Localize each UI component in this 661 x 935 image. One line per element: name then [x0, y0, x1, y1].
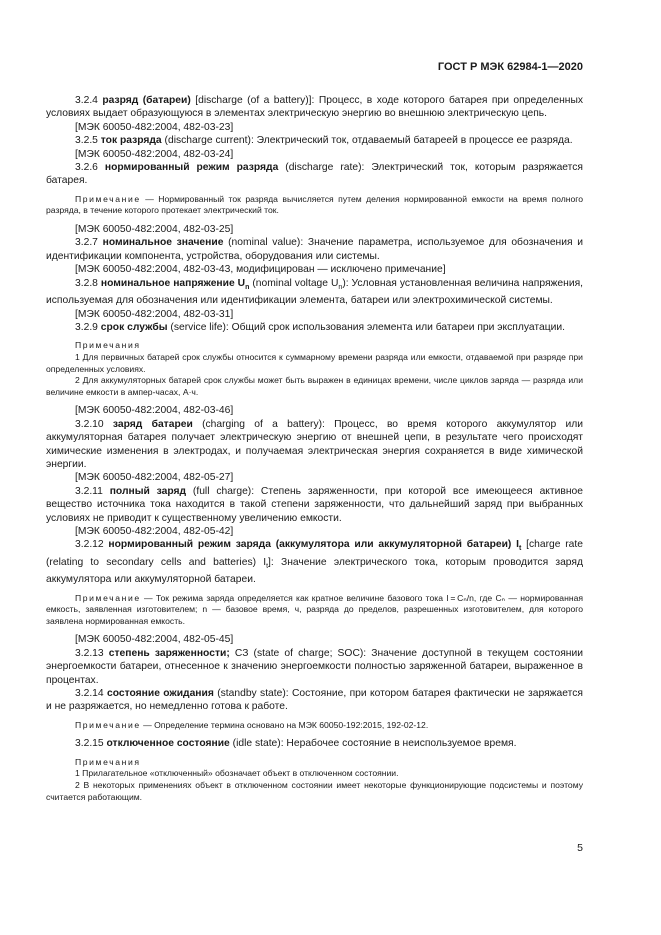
term-title: разряд (батареи) — [102, 95, 191, 106]
reference: [МЭК 60050-482:2004, 482-05-42] — [75, 525, 234, 537]
note-1: 1 Для первичных батарей срок службы относится к суммарному времени разряда или емкости, отдаваемой при разряде при определенных условиях. — [46, 351, 583, 374]
reference: [МЭК 60050-482:2004, 482-03-46] — [75, 405, 234, 417]
term-3-2-15: 3.2.15 отключенное состояние (idle state): Нерабочее состояние в неиспользуемое время. — [75, 738, 517, 750]
term-3-2-4: 3.2.4 разряд (батареи) [discharge (of a battery)]: Процесс, в ходе которого батарея при определенных условиях выдает образующуюся в элементах электрическую энергию во внешнюю электрическую цепь. — [46, 95, 583, 120]
term-3-2-6: 3.2.6 нормированный режим разряда (discharge rate): Электрический ток, которым разряжается батарея. — [46, 162, 584, 187]
term-title: номинальное напряжение $U_n$ — [100, 277, 250, 291]
page-number: 5 — [577, 842, 583, 854]
term-3-2-7: 3.2.7 номинальное значение (nominal value): Значение параметра, используемое для обозначения и идентификации компонента, устройства, оборудования или системы. — [46, 237, 584, 262]
notes-label: Примечания — [75, 340, 141, 351]
term-3-2-12: 3.2.12 нормированный режим заряда (аккумулятора или аккумуляторной батареи) $I_t$ [charge rate (relating to secondary cells and batteries) $I_t$]: Значение электрического тока, которым проводится заряд аккумулятора или аккумуляторной батареи. — [46, 539, 583, 586]
term-3-2-13: 3.2.13 степень заряженности; СЗ (state of charge; SOC): Значение доступной в текущем состоянии энергоемкости батареи, отнесенное к значению энергоемкости полностью заряженной батареи, выраженное в процентах. — [46, 647, 583, 686]
note-label: Примечание — [75, 193, 141, 204]
document-header: ГОСТ Р МЭК 62984-1—2020 — [437, 61, 583, 73]
term-3-2-11: 3.2.11 полный заряд (full charge): Степень заряженности, при которой все имеющееся активное вещество источника тока находится в такой степени заряженности, что дальнейший заряд при выбранных условиях не приводит к существенному увеличению емкости. — [46, 485, 584, 524]
reference: [МЭК 60050-482:2004, 482-05-27] — [75, 472, 234, 484]
reference: [МЭК 60050-482:2004, 482-03-25] — [75, 224, 234, 236]
term-title: нормированный режим разряда — [104, 162, 279, 174]
notes-label: Примечания — [75, 756, 141, 767]
term-title: состояние ожидания — [106, 688, 214, 700]
reference: [МЭК 60050-482:2004, 482-03-43, модифицирован — исключено примечание] — [75, 264, 446, 276]
term-3-2-10: 3.2.10 заряд батареи (charging of a battery): Процесс, во время которого аккумулятор или аккумуляторная батарея получает электрическую энергию от внешней цепи, в результате чего происходят химические изменения в электродах, и получаемая электрическая энергия сохраняется в виде химической энергии. — [46, 418, 583, 470]
term-3-2-9: 3.2.9 срок службы (service life): Общий срок использования элемента или батареи при эксплуатации. — [75, 321, 565, 333]
term-title: заряд батареи — [112, 418, 193, 430]
note-label: Примечание — [75, 719, 141, 730]
term-title: ток разряда — [100, 135, 162, 147]
reference: [МЭК 60050-482:2004, 482-03-24] — [75, 148, 234, 160]
term-title: отключенное состояние — [106, 738, 230, 750]
note-1: 1 Прилагательное «отключенный» обозначает объект в отключенном состоянии. — [75, 768, 399, 779]
note: Примечание — Ток режима заряда определяется как кратное величине базового тока I = Cₙ/n, где Cₙ — нормированная емкость, заявленная изготовителем; n — базовое время, ч, разряда до пределов, разрешенных изготовителем, для которого заявлена нормированная емкость. — [46, 592, 583, 626]
term-title: номинальное значение — [102, 237, 224, 249]
note-2: 2 В некоторых применениях объект в отключенном состоянии имеет некоторые функционирующие подсистемы и поэтому считается работающим. — [46, 780, 583, 802]
term-title: срок службы — [100, 321, 168, 333]
note: Примечание — Нормированный ток разряда вычисляется путем деления нормированной емкости на время полного разряда, в течение которого протекает электрический ток. — [46, 193, 583, 216]
note: Примечание — Определение термина основано на МЭК 60050-192:2015, 192-02-12. — [75, 719, 429, 730]
document-body — [46, 94, 583, 803]
reference: [МЭК 60050-482:2004, 482-03-31] — [75, 308, 234, 320]
term-3-2-14: 3.2.14 состояние ожидания (standby state): Состояние, при котором батарея фактически не заряжается и не разряжается, но немедленно готова к работе. — [46, 688, 583, 713]
note-label: Примечание — [75, 592, 141, 603]
term-title: степень заряженности; — [108, 647, 230, 659]
term-title: нормированный режим заряда (аккумулятора или аккумуляторной батареи) $I_t$ — [108, 539, 522, 553]
term-3-2-5: 3.2.5 ток разряда (discharge current): Электрический ток, отдаваемый батареей в процессе ее разряда. — [75, 135, 573, 147]
term-3-2-8: 3.2.8 номинальное напряжение $U_n$ (nominal voltage $U_n$): Условная установленная величина напряжения, используемая для обозначения или идентификации элемента, батареи или электрохимической системы. — [46, 277, 584, 307]
reference: [МЭК 60050-482:2004, 482-05-45] — [75, 634, 234, 646]
term-title: полный заряд — [109, 485, 187, 497]
reference: [МЭК 60050-482:2004, 482-03-23] — [75, 121, 234, 133]
note-2: 2 Для аккумуляторных батарей срок службы может быть выражен в единицах времени, числе циклов заряда — разряда или величине емкости в ампер-часах, А·ч. — [46, 375, 583, 397]
